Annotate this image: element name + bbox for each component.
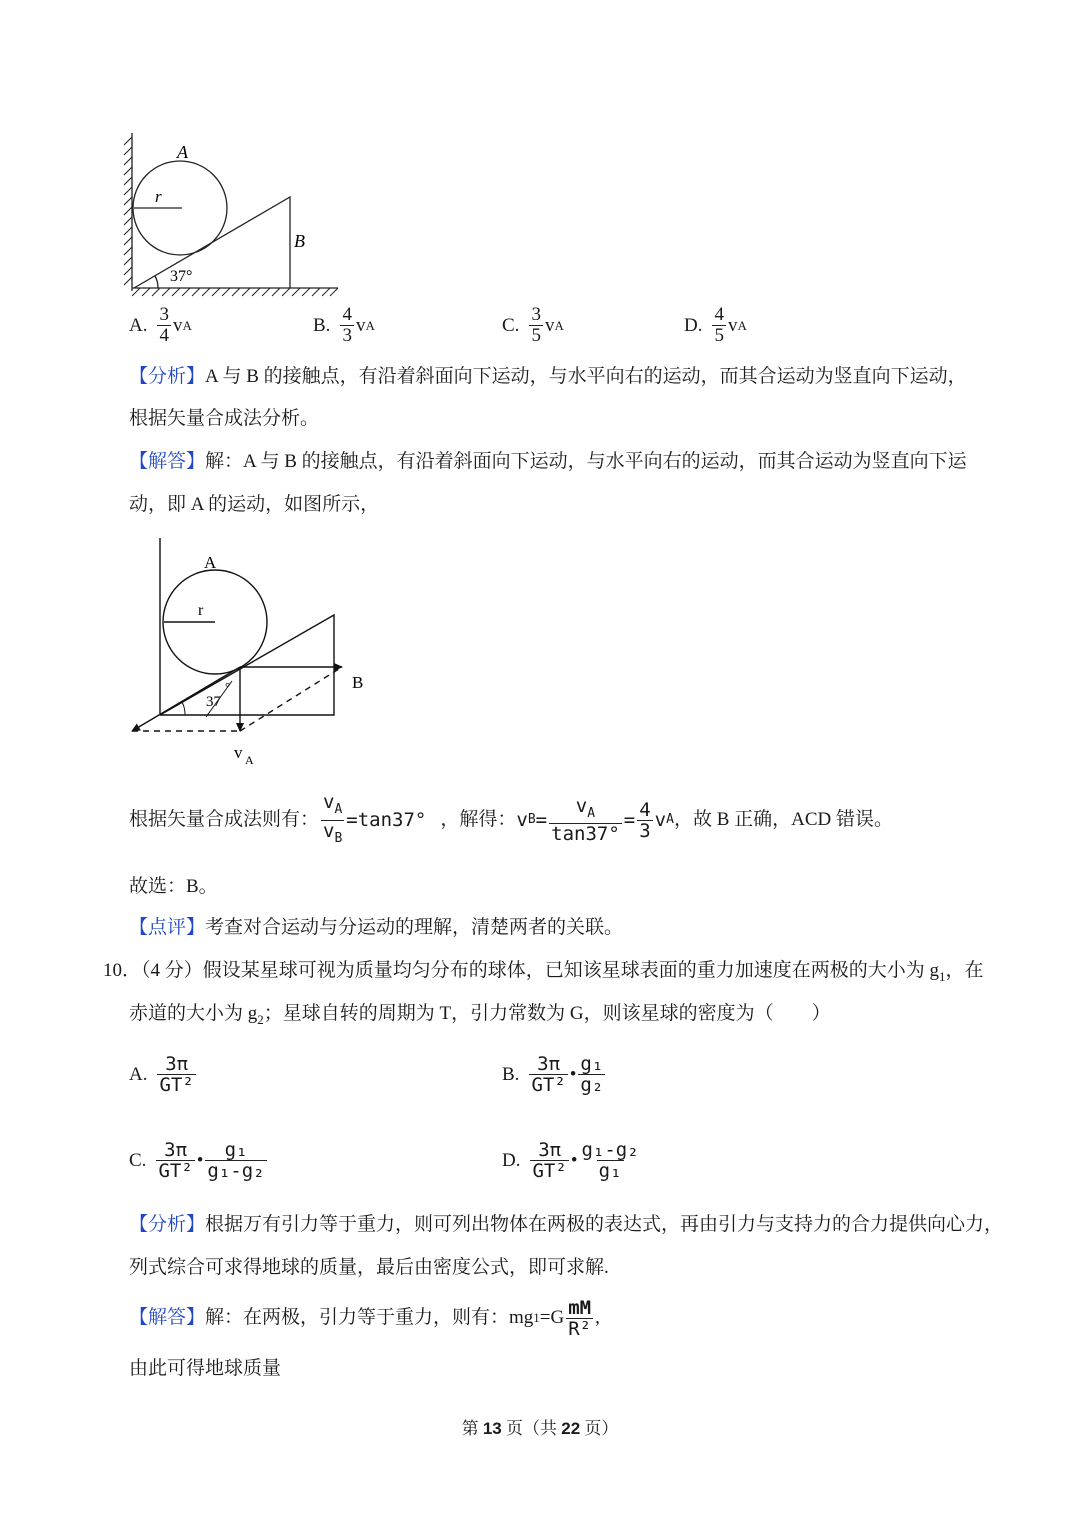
fig2-label-va-sub: A: [245, 753, 254, 767]
fig1-angle: 37°: [170, 268, 193, 285]
q10-option-b[interactable]: B. $\frac{3\pi}{\text{GT²}}$ • $\frac{\text{g₁}}{\text{g₂}}$: [502, 1053, 604, 1096]
q10-option-d[interactable]: D. $\frac{3\pi}{\text{GT²}}$ • $\frac{\text{g₁-g₂}}{\text{g₁}}$: [502, 1139, 639, 1182]
q10-stem-line1: 10．（4 分）假设某星球可视为质量均匀分布的球体，已知该星球表面的重力加速度在两极的大小为 $g_1$，在: [103, 960, 984, 984]
fig2-label-a: A: [204, 553, 217, 572]
q10-option-a[interactable]: A. $\frac{3\pi}{\text{GT²}}$: [129, 1053, 194, 1096]
gravity-fraction: $\frac{mM}{\text{R²}}$: [568, 1296, 592, 1340]
page-total: 22: [561, 1419, 581, 1438]
q9-solution-line2: 动，即 A 的运动，如图所示，: [129, 494, 380, 515]
q9-choice: 故选：B。: [129, 876, 218, 897]
figure-incline-ball: [120, 125, 350, 297]
solution-tag: 【解答】: [129, 1307, 206, 1328]
q9-option-a[interactable]: A. $\frac{3}{4}$ v A: [129, 304, 192, 346]
q9-formula-line: 根据矢量合成法则有： $\frac{v_A}{v_B}$ =tan37° ，解得： v B = $\frac{v_A}{\tan 37^\circ}$ = $\frac{4}{3}$ v A ，故 B 正确，ACD 错误。: [129, 794, 893, 846]
q10-solution-line: 【解答】 解：在两极，引力等于重力，则有：mg 1 =G $\frac{mM}{\text{R²}}$ ,: [129, 1296, 600, 1340]
page-number: 13: [482, 1419, 502, 1438]
fig1-label-r: r: [155, 187, 162, 206]
page-footer: 第 13 页（共 22 页）: [461, 1419, 619, 1438]
q9-comment: 【点评】考查对合运动与分运动的理解，清楚两者的关联。: [129, 917, 624, 938]
q9-option-c[interactable]: C. $\frac{3}{5}$ v A: [502, 304, 564, 346]
solution-tag: 【解答】: [129, 451, 206, 472]
fig2-label-b: B: [352, 673, 364, 692]
ratio-fraction: $\frac{v_A}{v_B}$: [321, 792, 344, 849]
fig1-label-a: A: [177, 142, 188, 162]
vb-fraction: $\frac{v_A}{\tan 37^\circ}$: [551, 794, 620, 846]
q9-solution-line1: 【解答】解：A 与 B 的接触点，有沿着斜面向下运动，与水平向右的运动，而其合运动为竖直向下运: [129, 451, 967, 472]
q9-analysis-line1: 【分析】A 与 B 的接触点，有沿着斜面向下运动，与水平向右的运动，而其合运动为竖直向下运动，: [129, 366, 967, 387]
comment-tag: 【点评】: [129, 917, 206, 938]
q10-analysis-line1: 【分析】根据万有引力等于重力，则可列出物体在两极的表达式，再由引力与支持力的合力提供向心力，: [129, 1214, 1004, 1235]
fig1-label-b: B: [294, 231, 305, 251]
figure-velocity-decomposition: [120, 535, 380, 770]
fig2-label-r: r: [198, 602, 204, 619]
fig2-angle: 37: [206, 694, 221, 710]
four-thirds-fraction: $\frac{4}{3}$: [639, 798, 651, 842]
analysis-tag: 【分析】: [129, 366, 206, 387]
fig2-label-va: v: [234, 743, 243, 762]
q9-option-d[interactable]: D. $\frac{4}{5}$ v A: [684, 304, 747, 346]
q9-analysis-line2: 根据矢量合成法分析。: [129, 408, 320, 429]
q10-next-line: 由此可得地球质量: [129, 1358, 282, 1379]
q10-stem-line2: 赤道的大小为 $g_2$；星球自转的周期为 T，引力常数为 G，则该星球的密度为（ ）: [129, 1003, 831, 1027]
q10-analysis-line2: 列式综合可求得地球的质量，最后由密度公式，即可求解.: [129, 1257, 609, 1278]
analysis-tag: 【分析】: [129, 1214, 206, 1235]
q10-option-c[interactable]: C. $\frac{3\pi}{\text{GT²}}$ • $\frac{\text{g₁}}{\text{g₁-g₂}}$: [129, 1139, 265, 1182]
fig2-angle-degree: °: [225, 679, 231, 694]
q9-option-b[interactable]: B. $\frac{4}{3}$ v A: [313, 304, 375, 346]
